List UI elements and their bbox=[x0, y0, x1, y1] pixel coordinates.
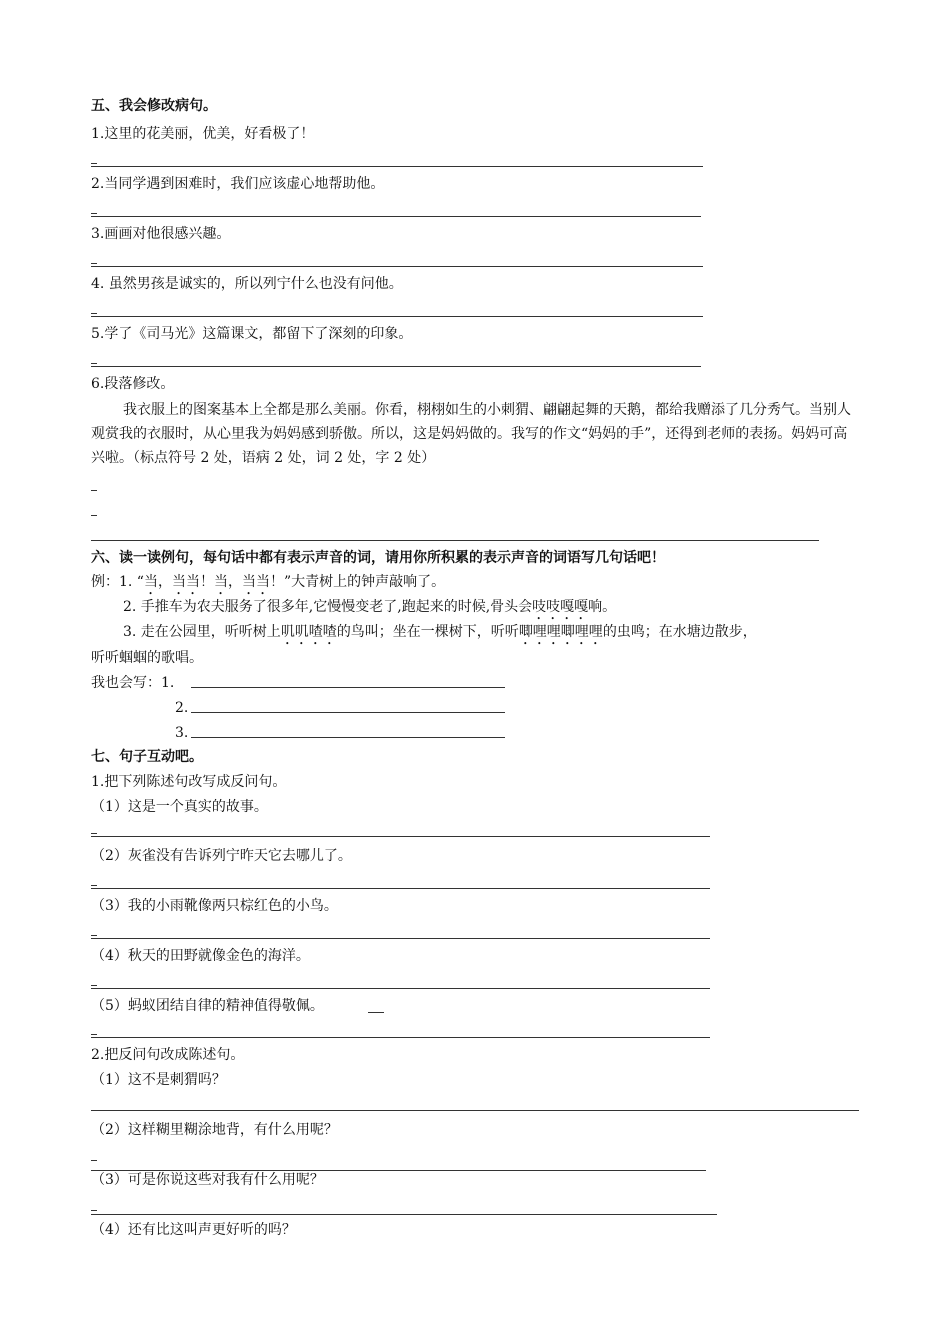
answer-line-5-5[interactable] bbox=[91, 366, 701, 367]
answer-line-5-4[interactable] bbox=[91, 316, 703, 317]
answer-line-5-3[interactable] bbox=[91, 266, 703, 267]
answer-dash bbox=[91, 985, 97, 986]
answer-dash bbox=[91, 935, 97, 936]
section-5-item-5: 5.学了《司马光》这篇课文，都留下了深刻的印象。 bbox=[91, 326, 413, 342]
paragraph-to-revise: 我衣服上的图案基本上全都是那么美丽。你看，栩栩如生的小刺猬、翩翩起舞的天鹅，都给我赠添了几分秀气。当别人观赏我的衣服时，从心里我为妈妈感到骄傲。所以，这是妈妈做的。我写的作文“妈妈的手”，还得到老师的表扬。妈妈可高兴啦。（标点符号 2 处，语病 2 处，词 2 处，字 2 处） bbox=[91, 402, 851, 466]
sound-word: 唧哩哩唧哩哩 bbox=[518, 624, 603, 640]
section-5-item-1: 1.这里的花美丽，优美，好看极了！ bbox=[91, 126, 315, 142]
answer-dash bbox=[91, 1210, 97, 1211]
section-7-part-1-label: 1.把下列陈述句改写成反问句。 bbox=[91, 774, 287, 790]
write-label: 我也会写：1. bbox=[91, 675, 175, 691]
example-3: 3. 走在公园里，听听树上叽叽喳喳的鸟叫；坐在一棵树下，听听唧哩哩唧哩哩的虫鸣；在水塘边散步， bbox=[123, 624, 757, 640]
part-1-item-5: （5）蚂蚁团结自律的精神值得敬佩。 bbox=[91, 998, 324, 1014]
part-1-item-3: （3）我的小雨靴像两只棕红色的小鸟。 bbox=[91, 898, 338, 914]
section-6-title: 六、读一读例句，每句话中都有表示声音的词，请用你所积累的表示声音的词语写几句话吧！ bbox=[91, 550, 665, 566]
answer-dash bbox=[91, 363, 97, 364]
answer-line-7-1-5[interactable] bbox=[91, 1037, 710, 1038]
section-7-part-2-label: 2.把反问句改成陈述句。 bbox=[91, 1047, 245, 1063]
example-3-continued: 听听蝈蝈的歌唱。 bbox=[91, 650, 203, 666]
section-5-item-4: 4. 虽然男孩是诚实的，所以列宁什么也没有问他。 bbox=[91, 276, 403, 292]
section-5-item-2: 2.当同学遇到困难时，我们应该虚心地帮助他。 bbox=[91, 176, 385, 192]
answer-dash bbox=[91, 163, 97, 164]
answer-dash bbox=[91, 1160, 97, 1161]
write-number-2: 2. bbox=[175, 700, 189, 716]
answer-line-7-2-3[interactable] bbox=[91, 1214, 717, 1215]
answer-dash bbox=[91, 313, 97, 314]
example-1: 例：1. “当，当当！当，当当！”大青树上的钟声敲响了。 bbox=[91, 574, 446, 590]
part-1-item-2: （2）灰雀没有告诉列宁昨天它去哪儿了。 bbox=[91, 848, 352, 864]
sound-word: 吱吱嘎嘎 bbox=[532, 599, 589, 615]
answer-dash bbox=[91, 885, 97, 886]
answer-dash bbox=[91, 515, 97, 516]
part-1-item-1: （1）这是一个真实的故事。 bbox=[91, 799, 268, 815]
answer-line-7-1-3[interactable] bbox=[91, 938, 710, 939]
section-5-title: 五、我会修改病句。 bbox=[91, 98, 217, 114]
answer-line-7-2-1[interactable] bbox=[91, 1110, 859, 1111]
answer-line-5-1[interactable] bbox=[91, 166, 703, 167]
write-line-2[interactable] bbox=[191, 712, 505, 713]
answer-line-5-6[interactable] bbox=[91, 540, 819, 541]
answer-line-7-1-1[interactable] bbox=[91, 836, 710, 837]
answer-dash bbox=[91, 1034, 97, 1035]
answer-line-7-1-4[interactable] bbox=[91, 988, 710, 989]
write-number-3: 3. bbox=[175, 725, 189, 741]
sound-word: 叽叽喳喳 bbox=[280, 624, 337, 640]
part-1-item-4: （4）秋天的田野就像金色的海洋。 bbox=[91, 948, 310, 964]
part-2-item-1: （1）这不是刺猬吗？ bbox=[91, 1072, 226, 1088]
example-2: 2. 手推车为农夫服务了很多年,它慢慢变老了,跑起来的时候,骨头会吱吱嘎嘎响。 bbox=[123, 599, 617, 615]
write-line-1[interactable] bbox=[191, 687, 505, 688]
part-2-item-4: （4）还有比这叫声更好听的吗？ bbox=[91, 1222, 296, 1238]
write-line-3[interactable] bbox=[191, 737, 505, 738]
answer-dash bbox=[91, 490, 97, 491]
section-5-item-3: 3.画画对他很感兴趣。 bbox=[91, 226, 231, 242]
part-2-item-2: （2）这样糊里糊涂地背，有什么用呢？ bbox=[91, 1122, 338, 1138]
answer-line-5-2[interactable] bbox=[91, 216, 701, 217]
answer-dash bbox=[91, 263, 97, 264]
section-7-title: 七、句子互动吧。 bbox=[91, 749, 203, 765]
sound-word: 当，当当！当，当当！ bbox=[143, 574, 284, 590]
answer-dash bbox=[91, 833, 97, 834]
section-5-item-6-label: 6.段落修改。 bbox=[91, 376, 175, 392]
part-2-item-3: （3）可是你说这些对我有什么用呢？ bbox=[91, 1172, 324, 1188]
answer-line-7-1-2[interactable] bbox=[91, 888, 710, 889]
answer-dash bbox=[91, 213, 97, 214]
inline-blank[interactable] bbox=[368, 1012, 384, 1013]
